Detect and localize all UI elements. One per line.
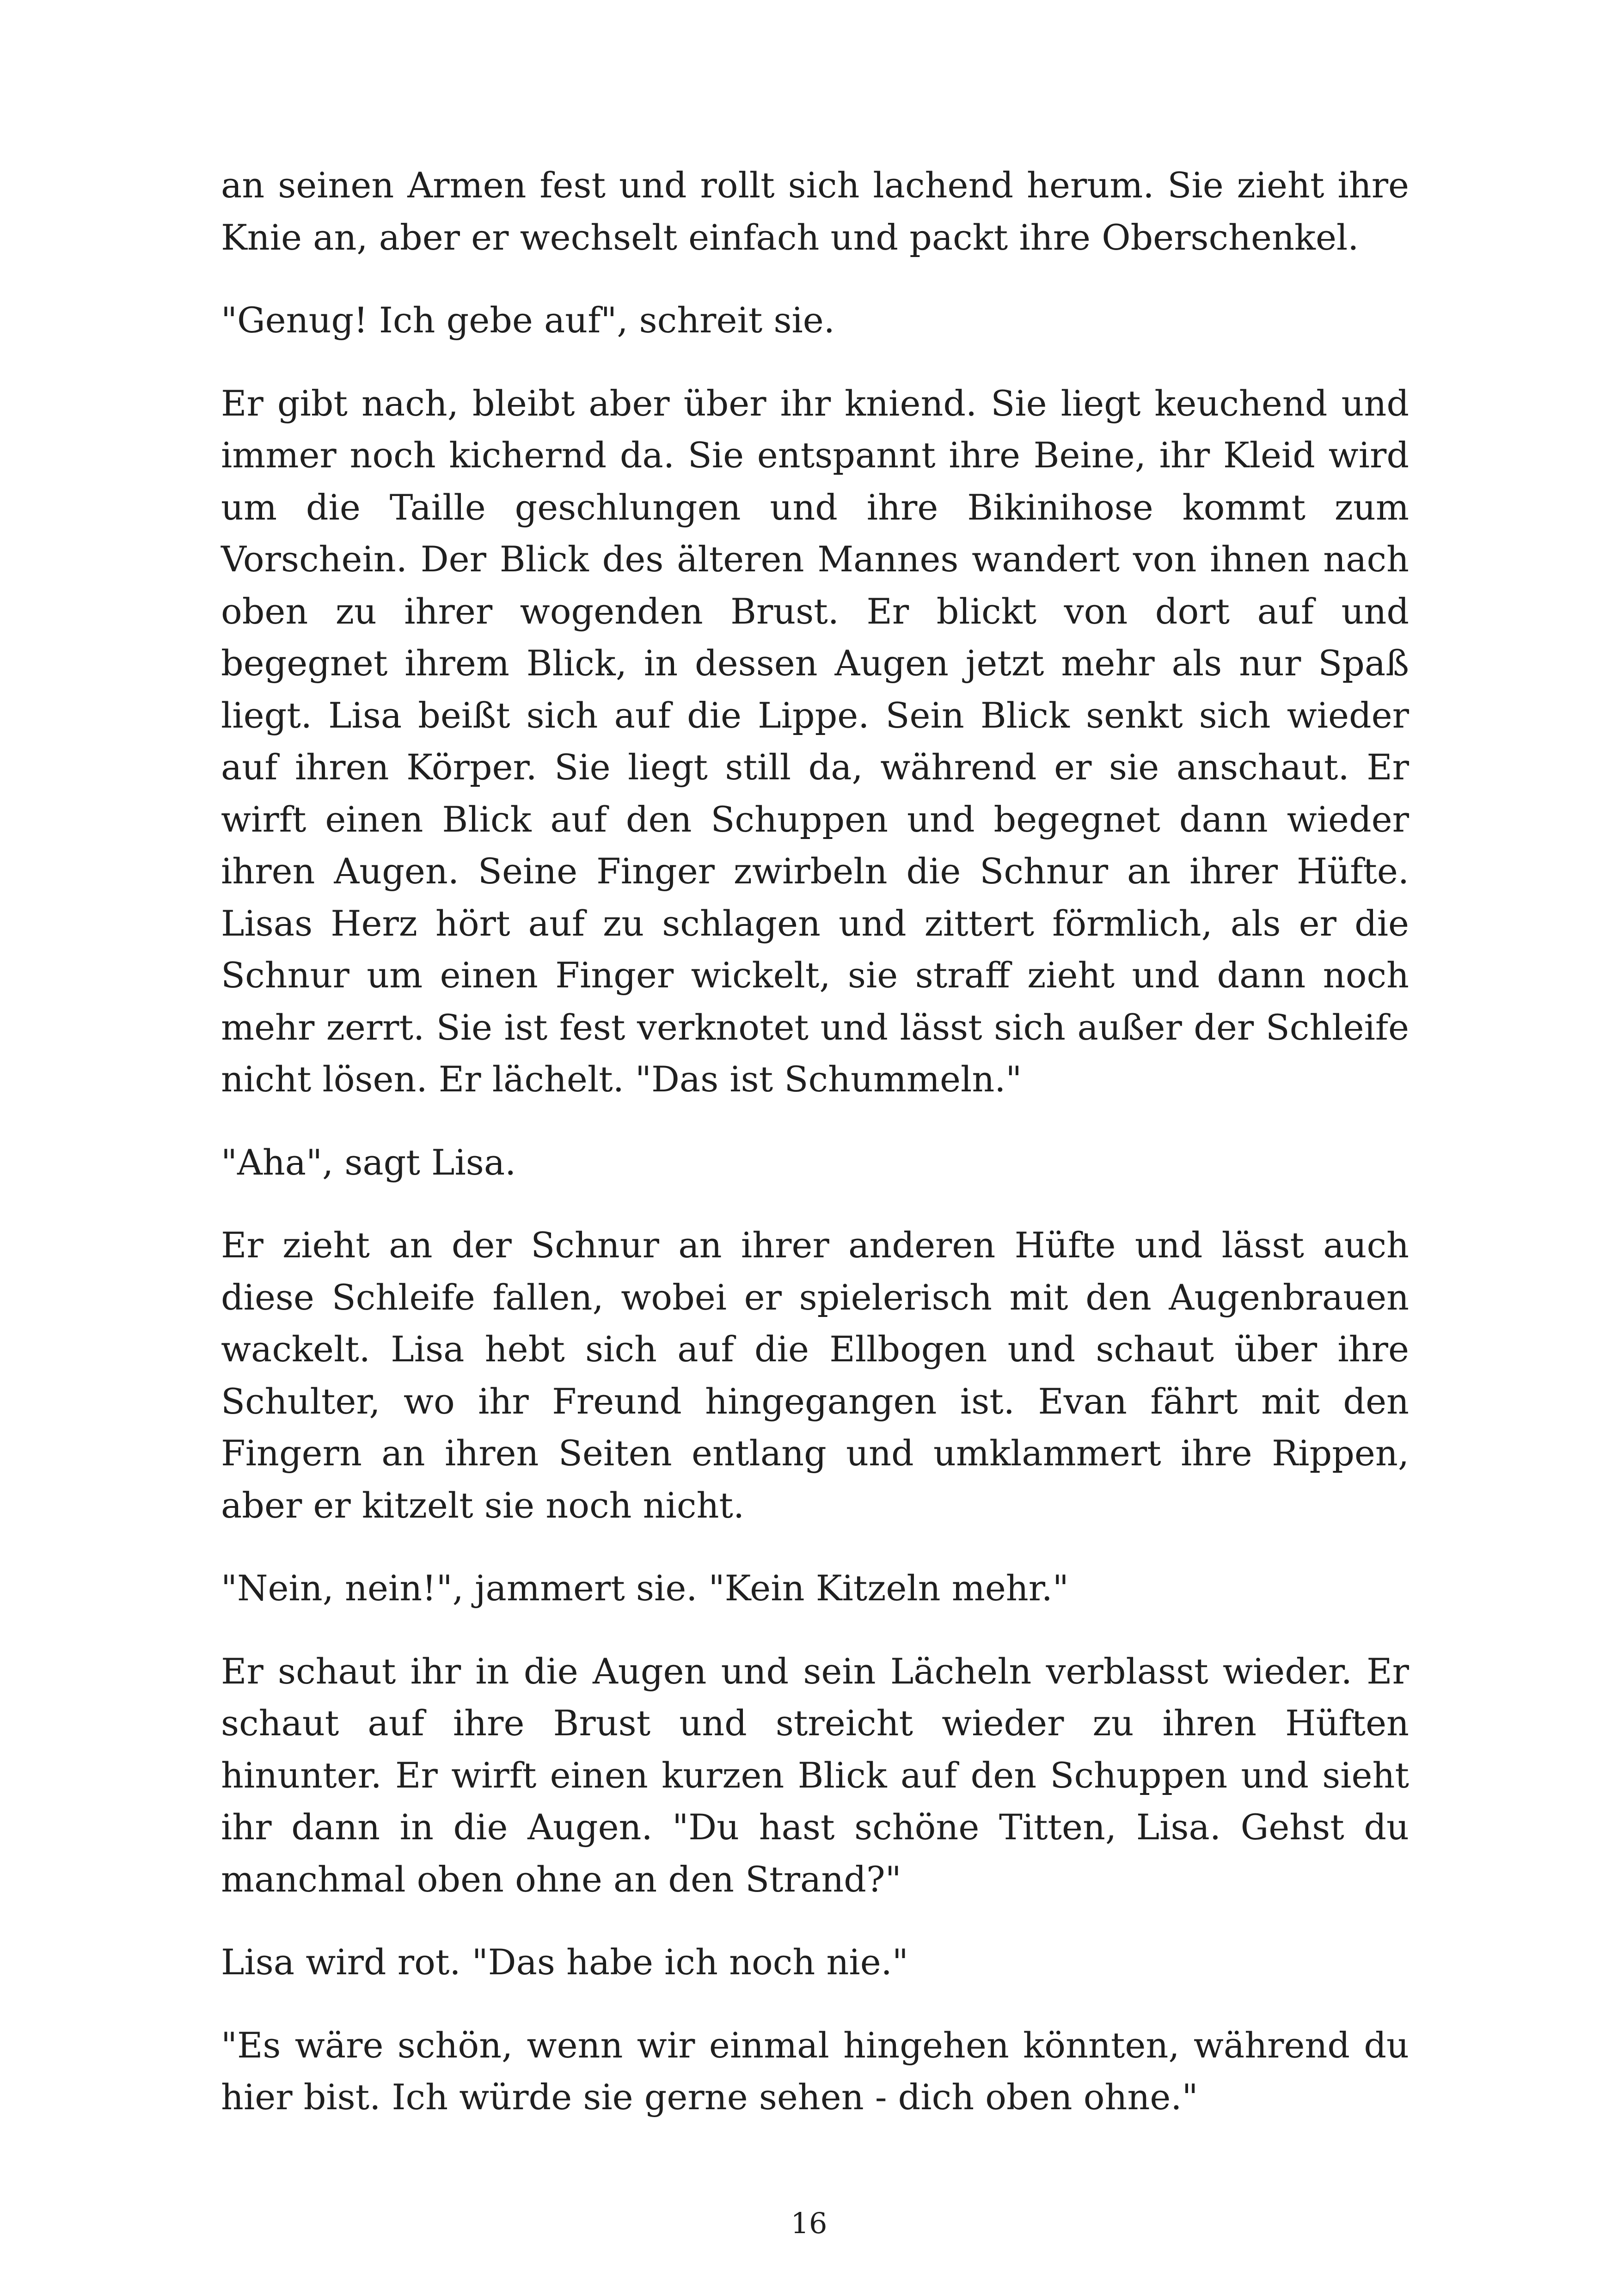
paragraph-2: "Genug! Ich gebe auf", schreit sie. bbox=[221, 300, 835, 341]
paragraph-5: Er zieht an der Schnur an ihrer anderen Hüfte und lässt auch diese Schleife fallen, wobei er spielerisch mit den Augenbrauen wackelt. Lisa hebt sich auf die Ellbogen und schaut über ihre Schulter, wo ihr Freund hingegangen ist. Evan fährt mit den Fingern an ihren Seiten entlang und umklammert ihre Rippen, aber er kitzelt sie noch nicht. bbox=[221, 1225, 1409, 1526]
paragraph-1: an seinen Armen fest und rollt sich lachend herum. Sie zieht ihre Knie an, aber er wechselt einfach und packt ihre Oberschenkel. bbox=[221, 165, 1409, 258]
paragraph-7: Er schaut ihr in die Augen und sein Lächeln verblasst wieder. Er schaut auf ihre Brust und streicht wieder zu ihren Hüften hinunter. Er wirft einen kurzen Blick auf den Schuppen und sieht ihr dann in die Augen. "Du hast schöne Titten, Lisa. Gehst du manchmal oben ohne an den Strand?" bbox=[221, 1650, 1409, 1900]
paragraph-6: "Nein, nein!", jammert sie. "Kein Kitzeln mehr." bbox=[221, 1567, 1069, 1609]
body-text bbox=[221, 159, 1409, 2155]
paragraph-3: Er gibt nach, bleibt aber über ihr kniend. Sie liegt keuchend und immer noch kichernd da. Sie entspannt ihre Beine, ihr Kleid wird um die Taille geschlungen und ihre Bikinihose kommt zum Vorschein. Der Blick des älteren Mannes wandert von ihnen nach oben zu ihrer wogenden Brust. Er blickt von dort auf und begegnet ihrem Blick, in dessen Augen jetzt mehr als nur Spaß liegt. Lisa beißt sich auf die Lippe. Sein Blick senkt sich wieder auf ihren Körper. Sie liegt still da, während er sie anschaut. Er wirft einen Blick auf den Schuppen und begegnet dann wieder ihren Augen. Seine Finger zwirbeln die Schnur an ihrer Hüfte. Lisas Herz hört auf zu schlagen und zittert förmlich, als er die Schnur um einen Finger wickelt, sie straff zieht und dann noch mehr zerrt. Sie ist fest verknotet und lässt sich außer der Schleife nicht lösen. Er lächelt. "Das ist Schummeln." bbox=[221, 382, 1409, 1100]
paragraph-8: Lisa wird rot. "Das habe ich noch nie." bbox=[221, 1941, 908, 1983]
paragraph-4: "Aha", sagt Lisa. bbox=[221, 1141, 516, 1183]
paragraph-9: "Es wäre schön, wenn wir einmal hingehen könnten, während du hier bist. Ich würde sie gerne sehen - dich oben ohne." bbox=[221, 2024, 1409, 2118]
page-number: 16 bbox=[791, 2206, 827, 2240]
